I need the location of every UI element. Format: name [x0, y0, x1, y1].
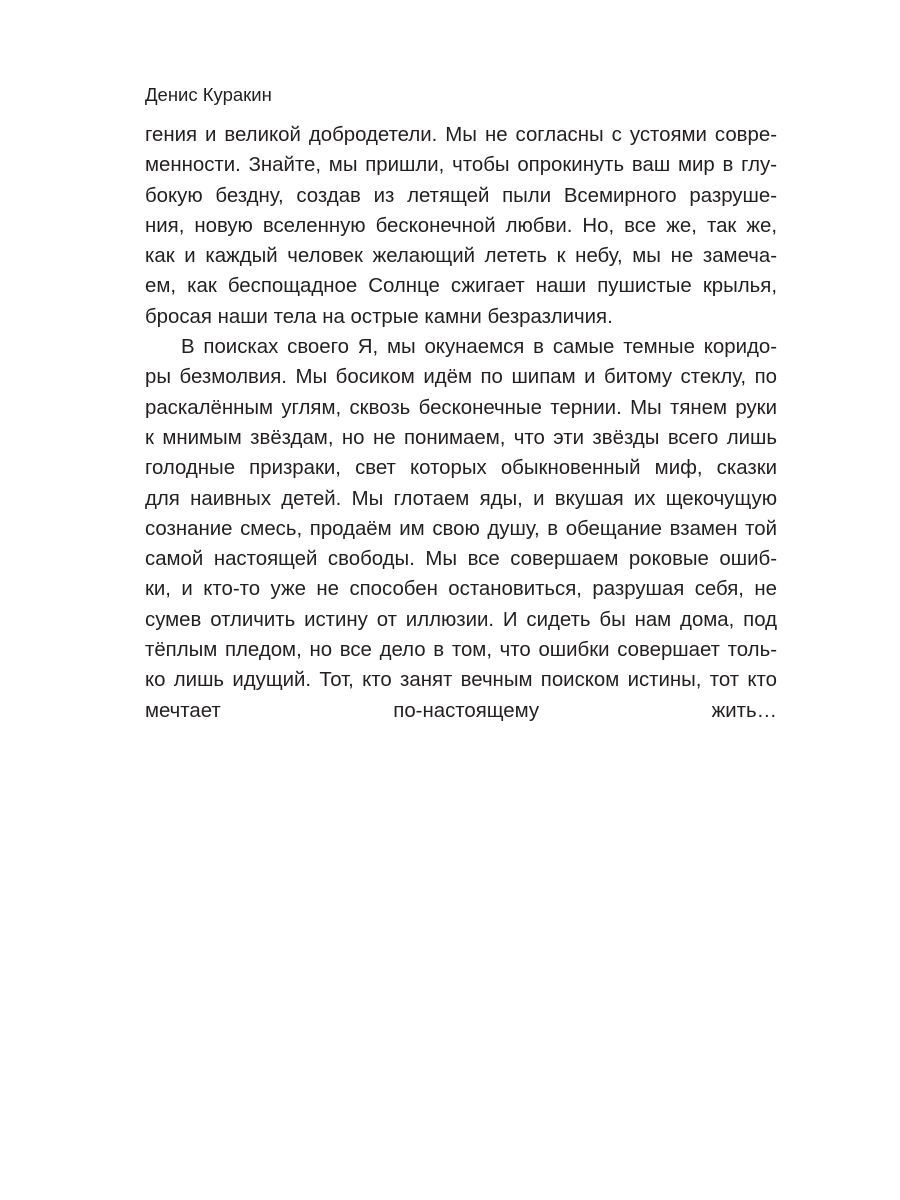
text-line: ем, как беспощадное Солнце сжигает наши пушистые крылья, — [145, 275, 777, 298]
text-line: для наивных детей. Мы глотаем яды, и вкушая их щекочущую — [145, 487, 777, 510]
body-text — [145, 120, 777, 756]
text-line: к мнимым звёздам, но не понимаем, что эти звёзды всего лишь — [145, 426, 777, 449]
text-line: мечтает по-настоящему жить… — [145, 699, 777, 722]
paragraph-2 — [145, 332, 777, 756]
text-line: В поисках своего Я, мы окунаемся в самые темные коридо- — [181, 336, 777, 359]
text-line: голодные призраки, свет которых обыкновенный миф, сказки — [145, 457, 777, 480]
text-line: сознание смесь, продаём им свою душу, в обещание взамен той — [145, 517, 777, 540]
text-line: ко лишь идущий. Тот, кто занят вечным поиском истины, тот кто — [145, 669, 777, 692]
text-line: тёплым пледом, но все дело в том, что ошибки совершает толь- — [145, 639, 777, 662]
text-line: раскалённым углям, сквозь бесконечные тернии. Мы тянем руки — [145, 396, 777, 419]
text-line: менности. Знайте, мы пришли, чтобы опрокинуть ваш мир в глу- — [145, 154, 777, 177]
text-line: ры безмолвия. Мы босиком идём по шипам и битому стеклу, по — [145, 366, 777, 389]
text-line: ния, новую вселенную бесконечной любви. Но, все же, так же, — [145, 214, 777, 237]
text-line: как и каждый человек желающий лететь к небу, мы не замеча- — [145, 245, 777, 268]
text-line: бокую бездну, создав из летящей пыли Всемирного разруше- — [145, 184, 777, 207]
text-line: самой настоящей свободы. Мы все совершаем роковые ошиб- — [145, 548, 777, 571]
text-line — [145, 726, 777, 756]
text-line: сумев отличить истину от иллюзии. И сидеть бы нам дома, под — [145, 608, 777, 631]
text-line: ки, и кто-то уже не способен остановиться, разрушая себя, не — [145, 578, 777, 601]
text-line: гения и великой добродетели. Мы не согласны с устоями совре- — [145, 124, 777, 146]
running-head-author: Денис Куракин — [145, 84, 272, 105]
text-line: бросая наши тела на острые камни безразличия. — [145, 305, 613, 328]
paragraph-1 — [145, 120, 777, 332]
